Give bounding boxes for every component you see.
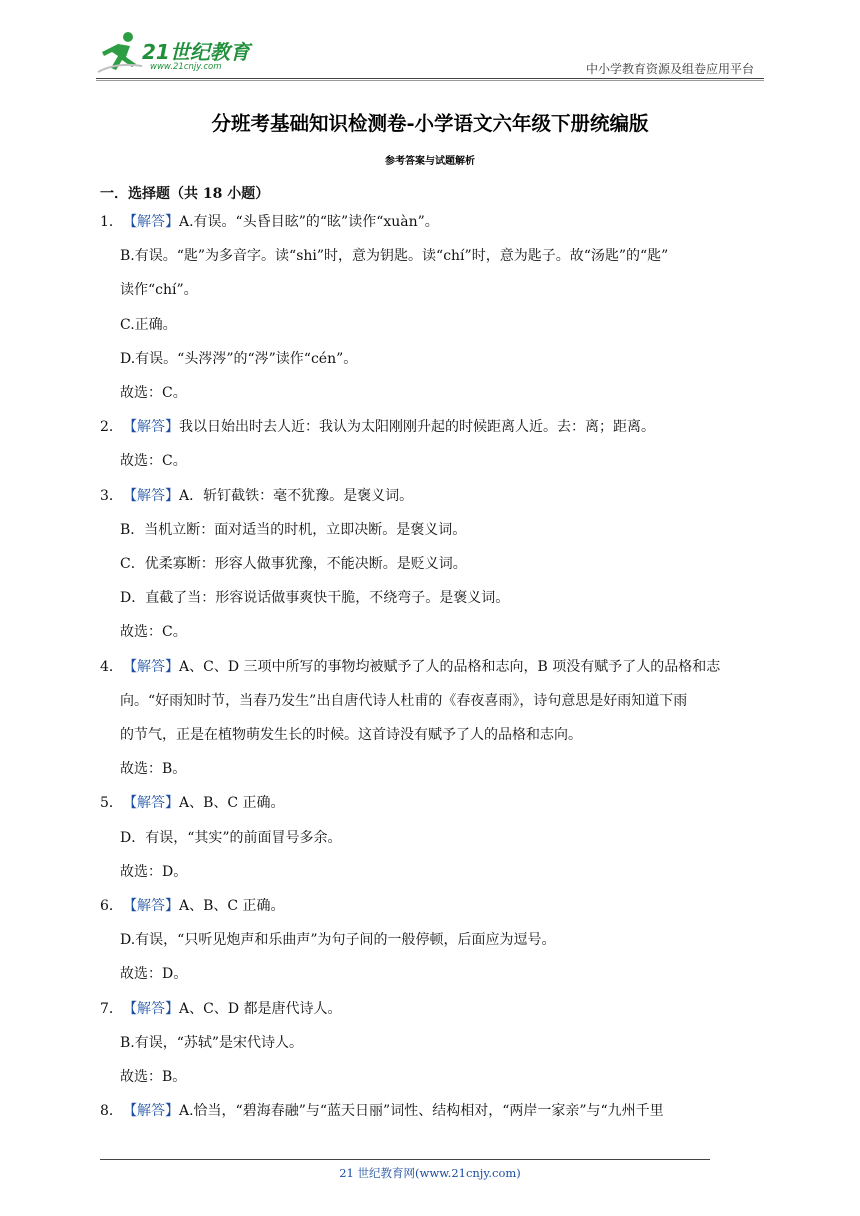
answer-item-4: [100, 657, 720, 677]
question-number: 2．: [100, 419, 123, 436]
logo-text: 21世纪教育: [142, 40, 250, 64]
footer-text: 21 世纪教育网(www.21cnjy.com): [339, 1166, 521, 1180]
answer-line: 故选：C。: [120, 453, 187, 470]
answer-line: 故选：C。: [120, 624, 187, 641]
answer-line: 读作“chí”。: [120, 282, 198, 299]
question-number: 6．: [100, 898, 123, 914]
answer-first-line: A、B、C 正确。: [179, 795, 285, 812]
logo-url: www.21cnjy.com: [150, 62, 222, 72]
question-number: 7．: [100, 1000, 123, 1017]
answer-first-line: A、C、D 都是唐代诗人。: [179, 1000, 342, 1017]
answer-tag: 【解答】: [123, 1000, 179, 1017]
answer-tag: 【解答】: [123, 795, 179, 812]
answer-tag: 【解答】: [123, 487, 179, 504]
answer-item-2: [100, 417, 655, 437]
answer-line: 的节气，正是在植物萌发生长的时候。这首诗没有赋予了人的品格和志向。: [120, 727, 582, 743]
answer-line: B.有误。“匙”为多音字。读“shi”时，意为钥匙。读“chí”时，意为匙子。故“汤匙”的“匙”: [120, 248, 669, 265]
answer-line: B．当机立断：面对适当的时机，立即决断。是褒义词。: [120, 521, 467, 538]
question-number: 8．: [100, 1103, 123, 1120]
answer-item-6: [100, 896, 285, 916]
answer-line: 故选：D。: [120, 863, 188, 880]
answer-line: C．优柔寡断：形容人做事犹豫，不能决断。是贬义词。: [120, 556, 467, 572]
section-heading: 一．选择题（共 18 小题）: [100, 186, 270, 202]
platform-name: 中小学教育资源及组卷应用平台: [585, 62, 754, 76]
answer-line: D．直截了当：形容说话做事爽快干脆，不绕弯子。是褒义词。: [120, 590, 510, 607]
answer-item-8: [100, 1101, 664, 1121]
question-number: 1．: [100, 214, 123, 230]
answer-line: 故选：B。: [120, 1069, 187, 1085]
answer-line: 故选：B。: [120, 761, 187, 778]
footer-divider: [100, 1159, 710, 1160]
answer-line: B.有误，“苏轼”是宋代诗人。: [120, 1034, 304, 1051]
answer-first-line: A．斩钉截铁：毫不犹豫。是褒义词。: [179, 487, 414, 504]
answer-line: 故选：D。: [120, 966, 188, 983]
answer-tag: 【解答】: [123, 658, 179, 675]
answer-first-line: 我以日始出时去人近：我认为太阳刚刚升起的时候距离人近。去：离；距离。: [179, 419, 655, 436]
answer-first-line: A、B、C 正确。: [179, 898, 285, 914]
question-number: 4．: [100, 658, 123, 675]
header-divider: [96, 78, 764, 79]
question-number: 5．: [100, 795, 123, 812]
answer-item-7: [100, 999, 342, 1019]
answer-line: 故选：C。: [120, 385, 187, 401]
page-subtitle: 参考答案与试题解析: [385, 156, 475, 167]
answer-line: D.有误。“头涔涔”的“涔”读作“cén”。: [120, 350, 358, 367]
page-title: 分班考基础知识检测卷-小学语文六年级下册统编版: [211, 112, 649, 135]
answer-line: C.正确。: [120, 316, 177, 333]
answer-first-line: A、C、D 三项中所写的事物均被赋予了人的品格和志向，B 项没有赋予了人的品格和志: [179, 658, 721, 675]
answer-item-1: [100, 212, 439, 232]
header-divider-thin: [96, 80, 764, 81]
answer-line: D．有误，“其实”的前面冒号多余。: [120, 829, 342, 846]
answer-tag: 【解答】: [123, 1103, 179, 1120]
page-header: [96, 30, 760, 80]
answer-line: D.有误，“只听见炮声和乐曲声”为句子间的一般停顿，后面应为逗号。: [120, 932, 556, 949]
answer-tag: 【解答】: [123, 898, 179, 914]
answer-item-3: [100, 486, 413, 506]
question-number: 3．: [100, 487, 123, 504]
answer-first-line: A.恰当，“碧海春融”与“蓝天日丽”词性、结构相对，“两岸一家亲”与“九州千里: [179, 1103, 664, 1120]
answer-line: 向。“好雨知时节，当春乃发生”出自唐代诗人杜甫的《春夜喜雨》，诗句意思是好雨知道下雨: [120, 692, 688, 709]
answer-tag: 【解答】: [123, 419, 179, 436]
answer-tag: 【解答】: [123, 214, 179, 230]
site-logo: [96, 30, 266, 80]
answer-item-5: [100, 793, 285, 813]
answer-first-line: A.有误。“头昏目眩”的“眩”读作“xuàn”。: [179, 214, 439, 230]
runner-logo-icon: [96, 30, 146, 76]
